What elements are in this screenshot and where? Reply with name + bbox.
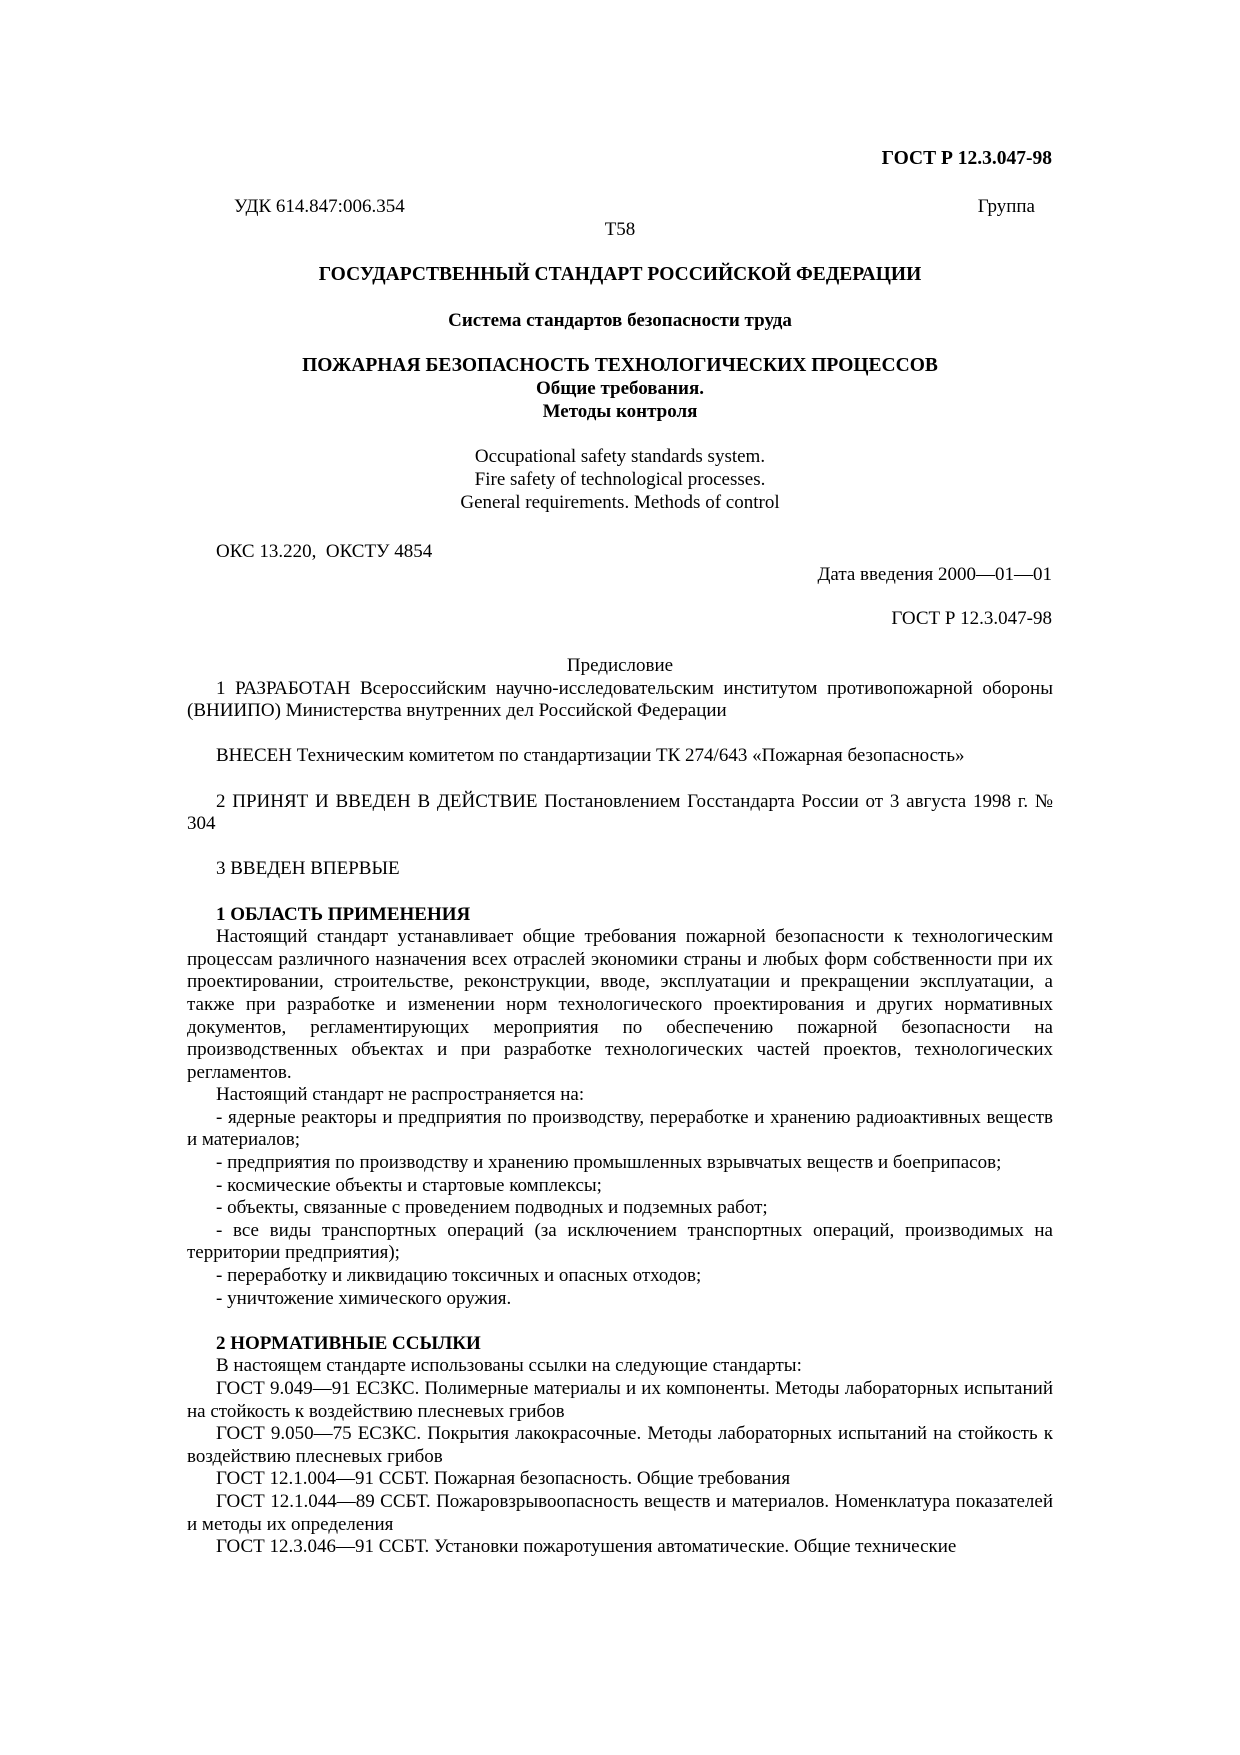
section-2-intro: В настоящем стандарте использованы ссылки на следующие стандарты:: [216, 1355, 802, 1377]
reference-item: ГОСТ 12.1.004—91 ССБТ. Пожарная безопасность. Общие требования: [216, 1468, 791, 1490]
reference-item: ГОСТ 12.3.046—91 ССБТ. Установки пожаротушения автоматические. Общие технические: [216, 1536, 957, 1558]
section-2-heading: 2 НОРМАТИВНЫЕ ССЫЛКИ: [216, 1332, 481, 1354]
list-item: - уничтожение химического оружия.: [216, 1287, 512, 1309]
udk-code: УДК 614.847:006.354: [234, 196, 405, 217]
preface-title: Предисловие: [566, 655, 674, 676]
gost-reference: ГОСТ Р 12.3.047-98: [891, 608, 1052, 629]
system-title: Система стандартов безопасности труда: [448, 310, 792, 331]
sub-title-1: Общие требования.: [536, 378, 704, 399]
document-body: [187, 655, 1053, 1559]
list-item: - переработку и ликвидацию токсичных и опасных отходов;: [216, 1265, 702, 1287]
english-title-line-3: General requirements. Methods of control: [460, 492, 780, 513]
group-label: Группа: [977, 196, 1035, 217]
reference-item: ГОСТ 9.049—91 ЕСЗКС. Полимерные материалы и их компоненты. Методы лабораторных испытаний на стойкость к воздействию плесневых грибов: [187, 1378, 1053, 1422]
list-item: - предприятия по производству и хранению промышленных взрывчатых веществ и боеприпасов;: [216, 1152, 1002, 1174]
section-1-paragraph: Настоящий стандарт не распространяется на:: [216, 1084, 585, 1106]
english-title-line-1: Occupational safety standards system.: [474, 446, 766, 467]
english-title-line-2: Fire safety of technological processes.: [474, 469, 766, 490]
section-1-paragraph: Настоящий стандарт устанавливает общие требования пожарной безопасности к технологическим процессам различного назначения всех отраслей экономики страны и любых форм собственности при их проектировании, строительстве, реконструкции, вводе, эксплуатации и прекращении эксплуатации, а также при разработке и изменении норм технологического проектирования и других нормативных документов, регламентирующих мероприятия по обеспечению пожарной безопасности на производственных объектах и при разработке технологических частей проектов, технологических регламентов.: [187, 926, 1053, 1083]
introduction-date: Дата введения 2000—01—01: [817, 564, 1052, 585]
preface-paragraph: 2 ПРИНЯТ И ВВЕДЕН В ДЕЙСТВИЕ Постановлением Госстандарта России от 3 августа 1998 г. № 304: [187, 790, 1053, 835]
list-item: - объекты, связанные с проведением подводных и подземных работ;: [216, 1197, 768, 1219]
sub-title-2: Методы контроля: [542, 401, 698, 422]
document-code: ГОСТ Р 12.3.047-98: [881, 148, 1052, 169]
preface-paragraph: 3 ВВЕДЕН ВПЕРВЫЕ: [216, 858, 400, 880]
preface-paragraph: 1 РАЗРАБОТАН Всероссийским научно-исследовательским институтом противопожарной обороны (ВНИИПО) Министерства внутренних дел Российской Федерации: [187, 677, 1053, 722]
group-code: Т58: [604, 219, 636, 240]
reference-item: ГОСТ 12.1.044—89 ССБТ. Пожаровзрывоопасность веществ и материалов. Номенклатура показателей и методы их определения: [187, 1490, 1053, 1535]
state-standard-title: ГОСУДАРСТВЕННЫЙ СТАНДАРТ РОССИЙСКОЙ ФЕДЕРАЦИИ: [318, 264, 922, 285]
preface-paragraph: ВНЕСЕН Техническим комитетом по стандартизации ТК 274/643 «Пожарная безопасность»: [216, 745, 965, 767]
list-item: - космические объекты и стартовые комплексы;: [216, 1174, 602, 1196]
section-1-heading: 1 ОБЛАСТЬ ПРИМЕНЕНИЯ: [216, 903, 471, 925]
reference-item: ГОСТ 9.050—75 ЕСЗКС. Покрытия лакокрасочные. Методы лабораторных испытаний на стойкость к воздействию плесневых грибов: [187, 1423, 1053, 1467]
list-item: - все виды транспортных операций (за исключением транспортных операций, производимых на территории предприятия);: [187, 1219, 1053, 1264]
main-title: ПОЖАРНАЯ БЕЗОПАСНОСТЬ ТЕХНОЛОГИЧЕСКИХ ПРОЦЕССОВ: [302, 355, 938, 376]
okc-code: ОКС 13.220, ОКСТУ 4854: [216, 541, 433, 562]
list-item: - ядерные реакторы и предприятия по производству, переработке и хранению радиоактивных веществ и материалов;: [187, 1106, 1053, 1151]
